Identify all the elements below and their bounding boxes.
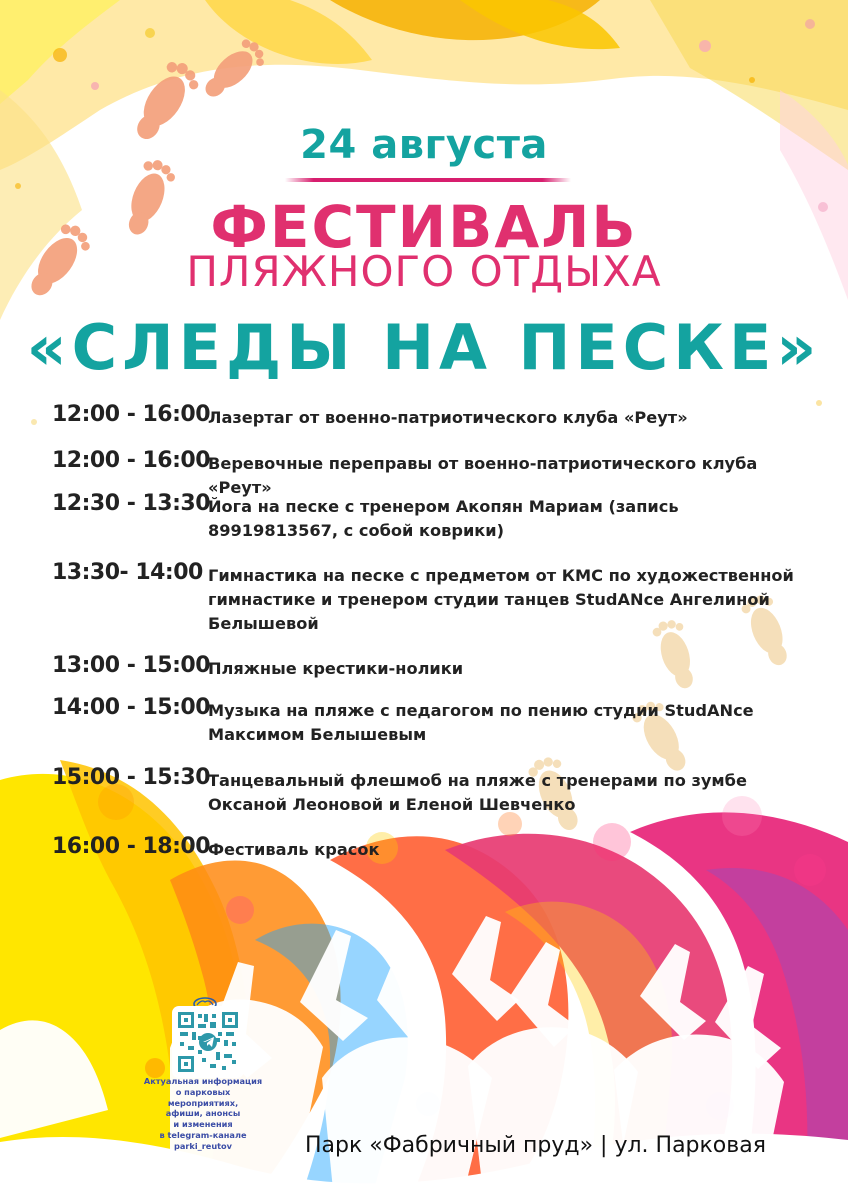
telegram-info-line: parki_reutov	[173, 1140, 233, 1151]
telegram-info-line: и изменения	[173, 1119, 233, 1130]
date-divider	[285, 178, 571, 182]
schedule-event: Лазертаг от военно-патриотического клуба «Реут»	[208, 408, 688, 427]
festival-title: ФЕСТИВАЛЬ	[210, 193, 638, 261]
schedule-event: Веревочные переправы от военно-патриотического клуба «Реут»	[208, 454, 758, 497]
schedule-event: Танцевальный флешмоб на пляже с тренерами по зумбе Оксаной Леоновой и Еленой Шевченко	[208, 771, 747, 814]
schedule-time: 16:00 - 18:00	[52, 834, 211, 859]
venue-address: Парк «Фабричный пруд» | ул. Парковая	[305, 1133, 766, 1158]
festival-subtitle: ПЛЯЖНОГО ОТДЫХА	[186, 247, 662, 296]
event-date: 24 августа	[300, 122, 548, 168]
telegram-info	[130, 1076, 276, 1152]
schedule-event: Музыка на пляже с педагогом по пению студии StudANce Максимом Белышевым	[208, 701, 754, 744]
schedule-time: 12:00 - 16:00	[52, 402, 211, 427]
schedule-time: 12:30 - 13:30	[52, 491, 211, 516]
festival-name: «СЛЕДЫ НА ПЕСКЕ»	[26, 311, 822, 384]
schedule-time: 12:00 - 16:00	[52, 448, 211, 473]
telegram-info-line: афиши, анонсы	[165, 1108, 241, 1119]
schedule-time: 14:00 - 15:00	[52, 695, 211, 720]
telegram-info-line: о парковых	[175, 1086, 231, 1097]
telegram-info-line: Актуальная информация	[143, 1076, 263, 1086]
telegram-info-line: мероприятиях,	[167, 1097, 239, 1108]
schedule-event: Пляжные крестики-нолики	[208, 659, 464, 678]
schedule-time: 15:00 - 15:30	[52, 765, 211, 790]
schedule-event: Йога на песке с тренером Акопян Мариам (запись 89919813567, с собой коврики)	[208, 497, 679, 540]
schedule-event: Фестиваль красок	[208, 840, 380, 859]
schedule-time: 13:30- 14:00	[52, 560, 203, 585]
schedule-time: 13:00 - 15:00	[52, 653, 211, 678]
schedule-event: Гимнастика на песке с предметом от КМС по художественной гимнастике и тренером студии танцев StudANce Ангелиной Белышевой	[208, 566, 794, 633]
qr-code[interactable]	[174, 1008, 242, 1076]
telegram-info-line: в telegram-канале	[159, 1129, 247, 1140]
